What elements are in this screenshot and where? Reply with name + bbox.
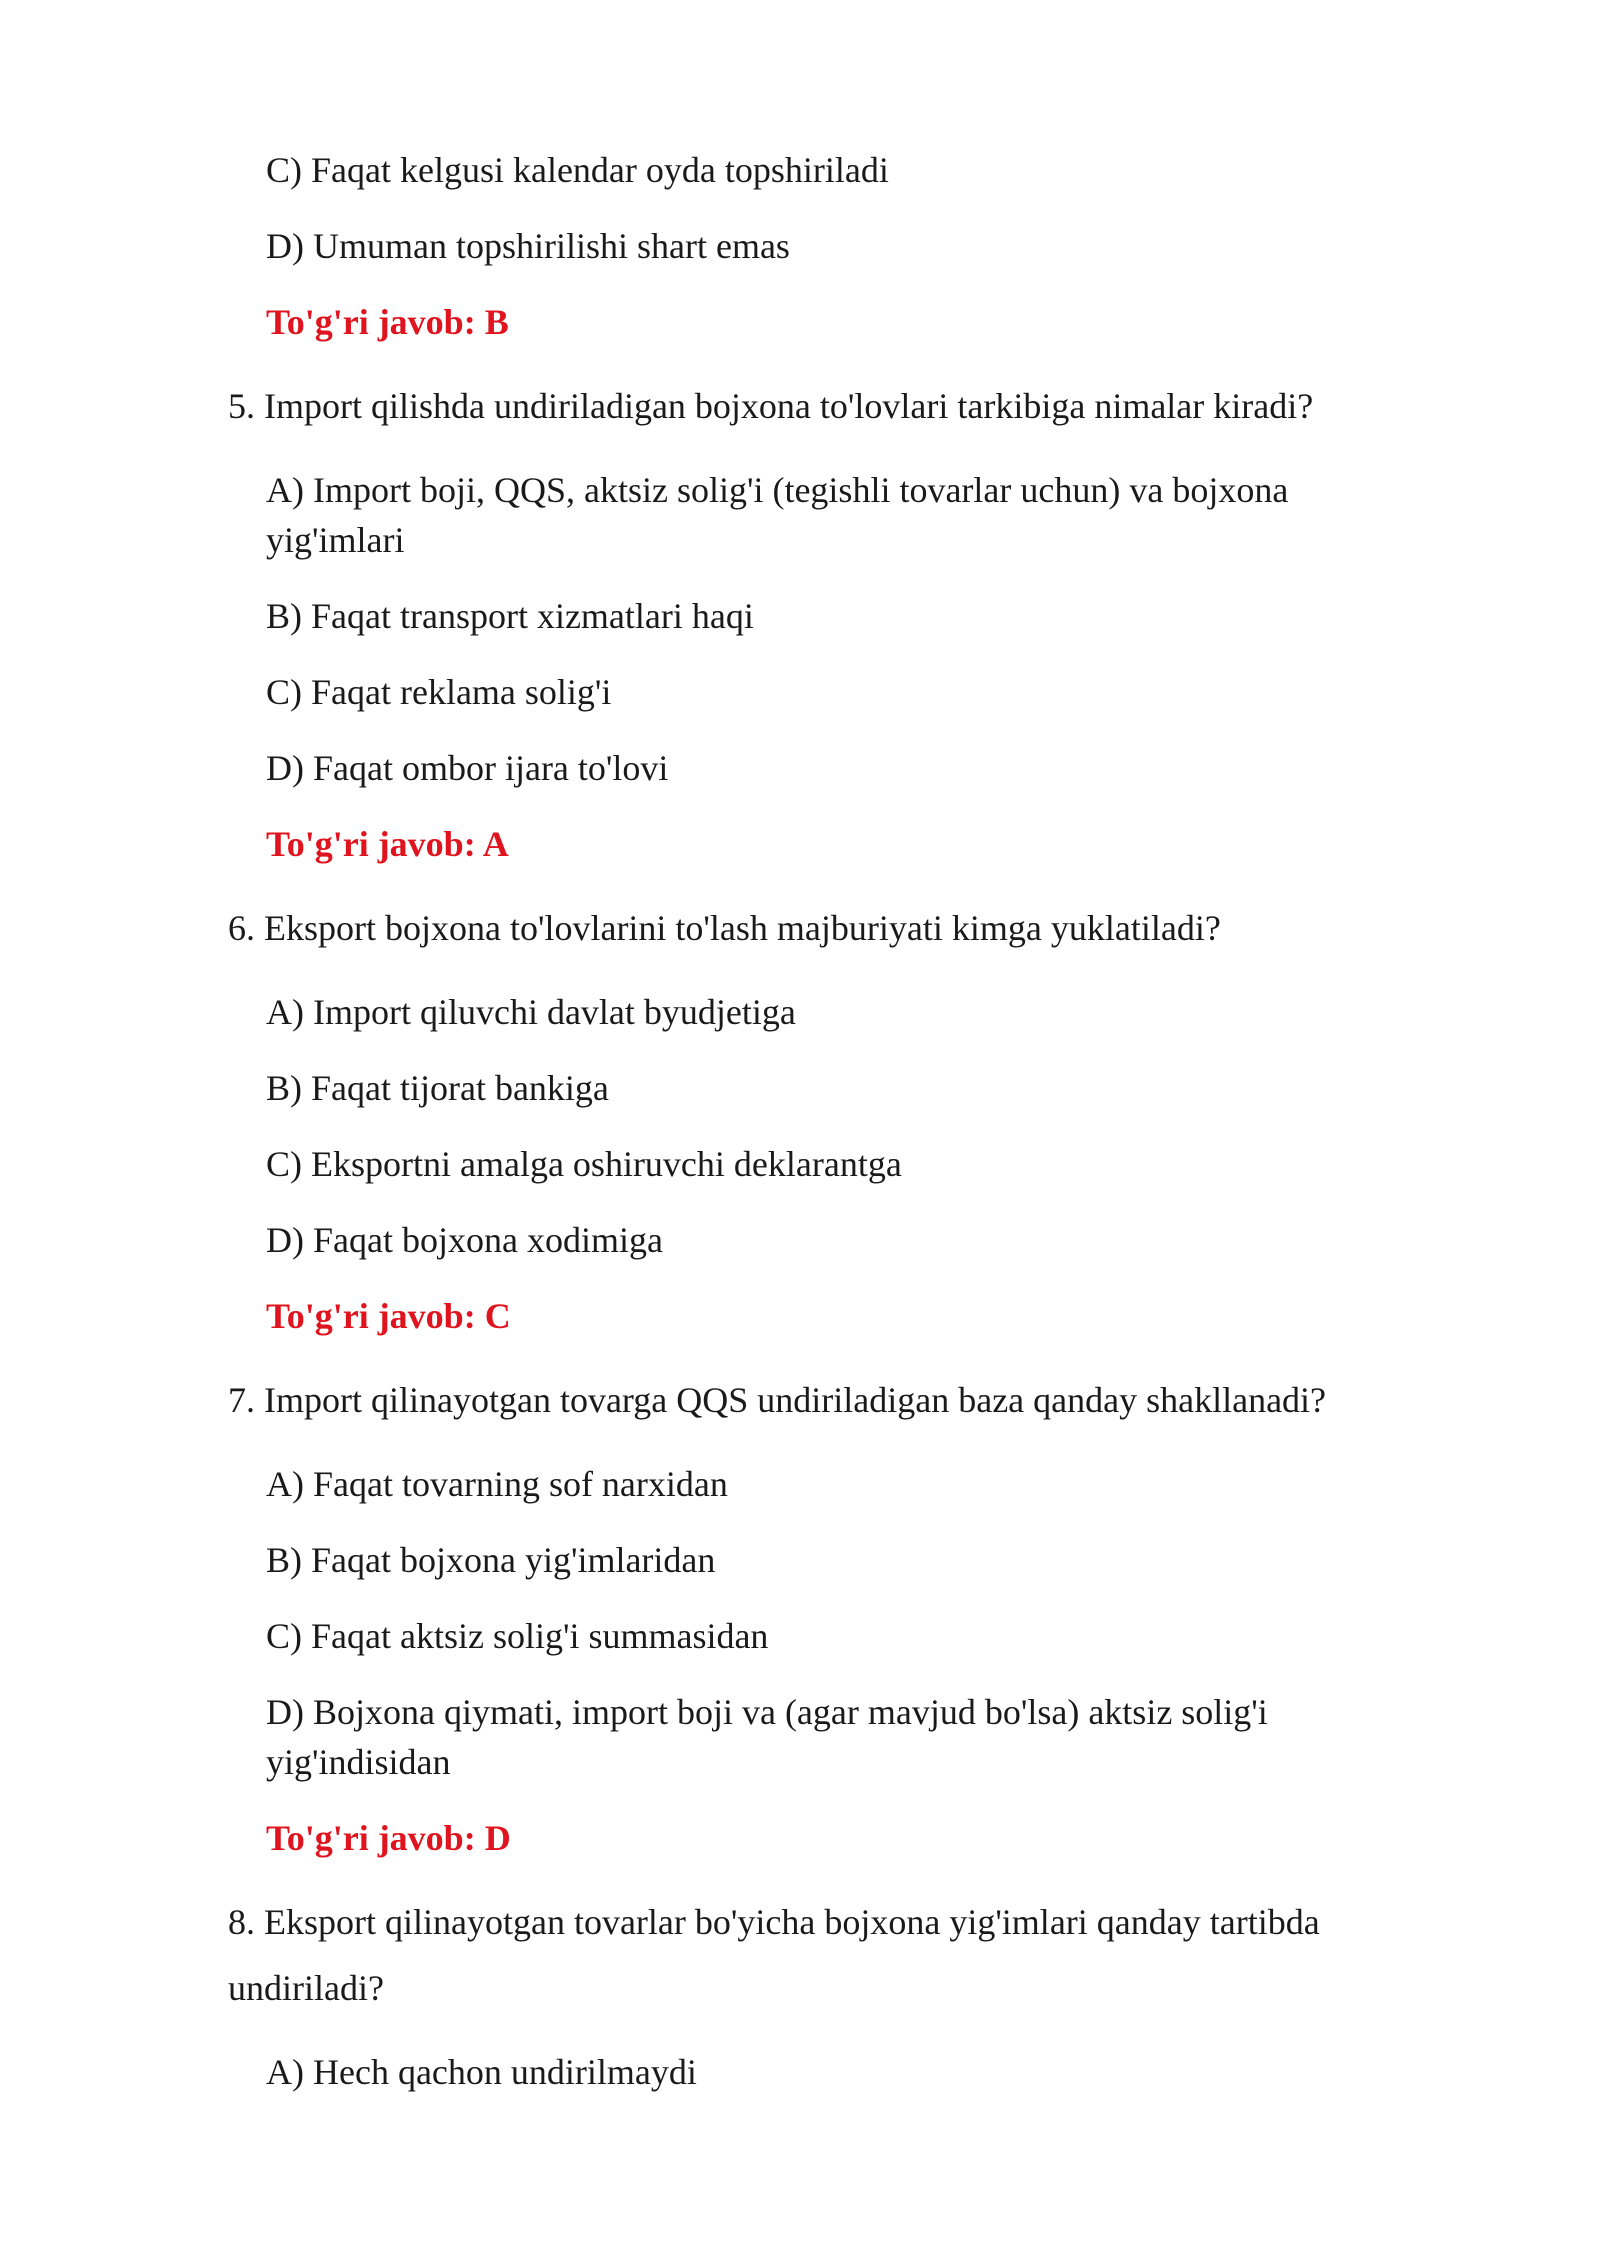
q6-correct-answer: To'g'ri javob: C (266, 1296, 511, 1336)
q7-option-b: B) Faqat bojxona yig'imlaridan (266, 1540, 716, 1580)
q7-option-d: D) Bojxona qiymati, import boji va (agar mavjud bo'lsa) aktsiz solig'i yig'indisidan (266, 1692, 1268, 1782)
q5-question: 5. Import qilishda undiriladigan bojxona to'lovlari tarkibiga nimalar kiradi? (228, 386, 1314, 426)
quiz-content (228, 145, 1398, 2123)
q8-option-a: A) Hech qachon undirilmaydi (266, 2052, 697, 2092)
q6-option-b: B) Faqat tijorat bankiga (266, 1068, 609, 1108)
q8-question: 8. Eksport qilinayotgan tovarlar bo'yicha bojxona yig'imlari qanday tartibda undiriladi? (228, 1902, 1320, 2008)
q5-option-d: D) Faqat ombor ijara to'lovi (266, 748, 669, 788)
q5-correct-answer: To'g'ri javob: A (266, 824, 509, 864)
q7-question: 7. Import qilinayotgan tovarga QQS undiriladigan baza qanday shakllanadi? (228, 1380, 1327, 1420)
q4-option-d: D) Umuman topshirilishi shart emas (266, 226, 790, 266)
q7-option-a: A) Faqat tovarning sof narxidan (266, 1464, 728, 1504)
q7-option-c: C) Faqat aktsiz solig'i summasidan (266, 1616, 769, 1656)
q4-option-c: C) Faqat kelgusi kalendar oyda topshiriladi (266, 150, 889, 190)
q5-option-b: B) Faqat transport xizmatlari haqi (266, 596, 754, 636)
q6-question: 6. Eksport bojxona to'lovlarini to'lash majburiyati kimga yuklatiladi? (228, 908, 1221, 948)
q5-option-a: A) Import boji, QQS, aktsiz solig'i (tegishli tovarlar uchun) va bojxona yig'imlari (266, 470, 1289, 560)
q6-option-c: C) Eksportni amalga oshiruvchi deklarantga (266, 1144, 902, 1184)
q4-correct-answer: To'g'ri javob: B (266, 302, 509, 342)
q6-option-d: D) Faqat bojxona xodimiga (266, 1220, 663, 1260)
q7-correct-answer: To'g'ri javob: D (266, 1818, 511, 1858)
q6-option-a: A) Import qiluvchi davlat byudjetiga (266, 992, 796, 1032)
q5-option-c: C) Faqat reklama solig'i (266, 672, 612, 712)
